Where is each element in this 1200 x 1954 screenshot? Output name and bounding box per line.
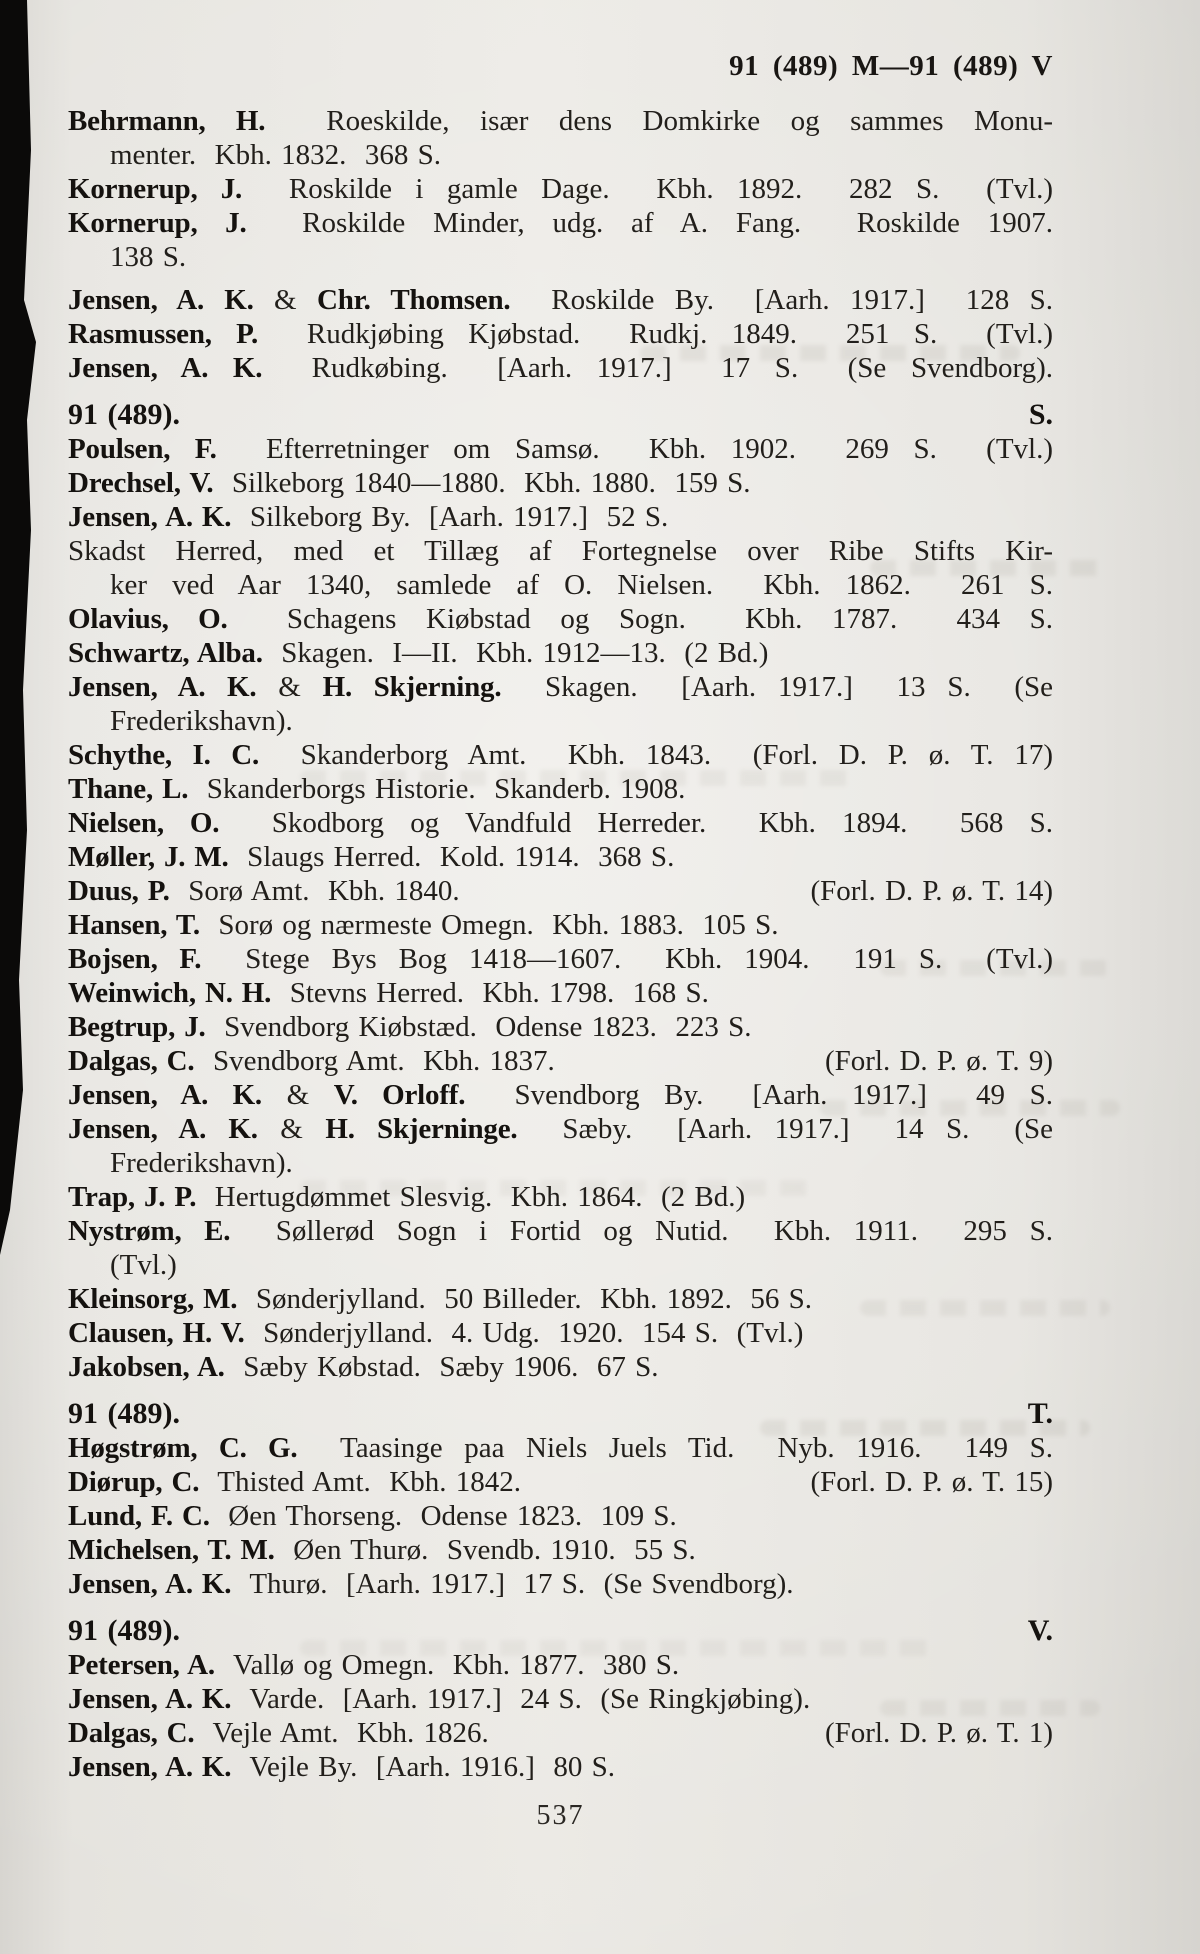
entry-fragment: Thurø. [Aarh. 1917.] 17 S. (Se Svendborg). (231, 1568, 794, 1600)
entry-line (68, 283, 1053, 317)
entry-line (68, 1010, 1053, 1044)
entry-fragment: Roeskilde, især dens Domkirke og sammes Monu- (265, 105, 1053, 137)
author-name: Hansen, T. (68, 909, 200, 941)
author-name: Lund, F. C. (68, 1500, 210, 1532)
section-number: 91 (489). (68, 398, 180, 431)
entry-fragment: Vejle By. [Aarh. 1916.] 80 S. (231, 1751, 616, 1783)
entry-line (68, 1078, 1053, 1112)
entry-fragment: Sønderjylland. 50 Billeder. Kbh. 1892. 56 S. (237, 1283, 812, 1315)
entry-fragment: Svendborg Amt. Kbh. 1837. (194, 1045, 555, 1077)
entry-text (110, 1147, 293, 1179)
entry-fragment: (Tvl.) (110, 1249, 177, 1281)
entry-text (68, 1500, 677, 1532)
series-reference: (Forl. D. P. ø. T. 15) (810, 1466, 1053, 1498)
entry-line (68, 1214, 1053, 1248)
entry-fragment: Sønderjylland. 4. Udg. 1920. 154 S. (Tvl.) (244, 1317, 804, 1349)
entry-line (68, 1180, 1053, 1214)
entry-line (68, 432, 1053, 466)
entry-line (68, 1750, 1053, 1784)
author-name: H. Skjerning. (322, 671, 502, 703)
section-heading (68, 398, 1053, 432)
entry-fragment: Søllerød Sogn i Fortid og Nutid. Kbh. 1911. 295 S. (230, 1215, 1053, 1247)
entry-line (68, 317, 1053, 351)
author-name: Jensen, A. K. (68, 1683, 232, 1715)
entry-line (68, 500, 1053, 534)
entry-text (110, 1249, 177, 1281)
entry-continuation-line (68, 704, 1053, 738)
entry-fragment: Silkeborg 1840—1880. Kbh. 1880. 159 S. (213, 467, 751, 499)
author-name: H. Skjerninge. (325, 1113, 518, 1145)
entry-line (68, 1567, 1053, 1601)
entry-continuation-line (68, 1248, 1053, 1282)
entry-line (68, 670, 1053, 704)
entry-line (68, 1112, 1053, 1146)
entry-fragment: Rudkjøbing Kjøbstad. Rudkj. 1849. 251 S. (Tvl.) (258, 318, 1053, 350)
entry-fragment: Sorø Amt. Kbh. 1840. (169, 875, 460, 907)
entry-fragment: Roskilde i gamle Dage. Kbh. 1892. 282 S. (Tvl.) (242, 173, 1053, 205)
entry-text (68, 807, 1053, 839)
entry-fragment: & (257, 1113, 326, 1145)
entry-fragment: Svendborg Kiøbstæd. Odense 1823. 223 S. (205, 1011, 752, 1043)
author-name: Chr. Thomsen. (316, 284, 511, 316)
section-letter: V. (1027, 1614, 1053, 1647)
entry-line (68, 206, 1053, 240)
entry-text (68, 1044, 555, 1078)
entry-text (68, 1716, 489, 1750)
section-heading (68, 1614, 1053, 1648)
entry-fragment: 138 S. (110, 241, 187, 273)
entry-text (68, 1432, 1053, 1464)
author-name: Petersen, A. (68, 1649, 215, 1681)
author-name: Bojsen, F. (68, 943, 202, 975)
entry-fragment: menter. Kbh. 1832. 368 S. (110, 139, 441, 171)
entry-line (68, 1533, 1053, 1567)
entry-text (68, 603, 1053, 635)
entry-text (68, 207, 1053, 239)
entry-continuation-line (68, 1146, 1053, 1180)
entry-fragment: ker ved Aar 1340, samlede af O. Nielsen. Kbh. 1862. 261 S. (110, 569, 1053, 601)
entry-fragment: Skodborg og Vandfuld Herreder. Kbh. 1894. 568 S. (219, 807, 1053, 839)
entry-line (68, 1682, 1053, 1716)
author-name: Jensen, A. K. (68, 284, 254, 316)
author-name: Duus, P. (68, 875, 170, 907)
entry-text (68, 173, 1053, 205)
entry-fragment: Frederikshavn). (110, 705, 293, 737)
author-name: Kornerup, J. (68, 173, 243, 205)
entry-text (68, 1683, 810, 1715)
entry-text (68, 1649, 679, 1681)
entry-line (68, 1316, 1053, 1350)
entry-line (68, 1350, 1053, 1384)
entry-line (68, 874, 1053, 908)
entry-text (68, 501, 668, 533)
author-name: Møller, J. M. (68, 841, 229, 873)
entry-line (68, 1648, 1053, 1682)
entry-text (68, 318, 1053, 350)
entry-text (68, 671, 1053, 703)
running-head: 91 (489) M—91 (489) V (729, 50, 1053, 82)
entry-text (68, 105, 1053, 137)
section-number: 91 (489). (68, 1614, 180, 1647)
author-name: Jensen, A. K. (68, 671, 257, 703)
author-name: Schwartz, Alba. (68, 637, 263, 669)
entry-fragment: Slaugs Herred. Kold. 1914. 368 S. (228, 841, 675, 873)
entry-line (68, 602, 1053, 636)
section-heading (68, 1397, 1053, 1431)
author-name: Jensen, A. K. (68, 352, 263, 384)
scan-gutter-shadow (0, 0, 60, 1300)
entry-text (68, 637, 768, 669)
entry-line (68, 1465, 1053, 1499)
entry-text (68, 352, 1053, 384)
entry-fragment: Efterretninger om Samsø. Kbh. 1902. 269 S. (Tvl.) (216, 433, 1054, 465)
entry-fragment: Rudkøbing. [Aarh. 1917.] 17 S. (Se Svendborg). (262, 352, 1053, 384)
entry-fragment: Øen Thorseng. Odense 1823. 109 S. (209, 1500, 677, 1532)
author-name: Michelsen, T. M. (68, 1534, 275, 1566)
page-number: 537 (536, 1800, 585, 1831)
author-name: Kornerup, J. (68, 207, 247, 239)
entry-fragment: Svendborg By. [Aarh. 1917.] 49 S. (465, 1079, 1054, 1111)
entry-fragment: Vejle Amt. Kbh. 1826. (194, 1717, 489, 1749)
entry-line (68, 1044, 1053, 1078)
entry-line (68, 466, 1053, 500)
entry-line (68, 1431, 1053, 1465)
author-name: Jensen, A. K. (68, 1113, 258, 1145)
entry-text (68, 1351, 658, 1383)
entry-fragment: Stevns Herred. Kbh. 1798. 168 S. (271, 977, 709, 1009)
entry-fragment: Varde. [Aarh. 1917.] 24 S. (Se Ringkjøbing). (231, 1683, 811, 1715)
author-name: V. Orloff. (333, 1079, 466, 1111)
author-name: Rasmussen, P. (68, 318, 258, 350)
entry-fragment: & (253, 284, 317, 316)
entry-text (68, 467, 751, 499)
entry-line (68, 908, 1053, 942)
series-reference: (Forl. D. P. ø. T. 1) (824, 1717, 1053, 1749)
entry-text (68, 1465, 521, 1499)
author-name: Olavius, O. (68, 603, 228, 635)
author-name: Diørup, C. (68, 1466, 200, 1498)
entry-fragment: Sæby Købstad. Sæby 1906. 67 S. (224, 1351, 659, 1383)
author-name: Begtrup, J. (68, 1011, 206, 1043)
entry-text (68, 535, 1053, 567)
author-name: Schythe, I. C. (68, 739, 260, 771)
entry-text (68, 943, 1053, 975)
entry-text (68, 1113, 1053, 1145)
entry-fragment: Hertugdømmet Slesvig. Kbh. 1864. (2 Bd.) (196, 1181, 746, 1213)
entry-text (68, 1181, 745, 1213)
entry-fragment: & (262, 1079, 334, 1111)
entry-fragment: Skagen. I—II. Kbh. 1912—13. (2 Bd.) (262, 637, 769, 669)
entry-text (68, 1283, 812, 1315)
entry-line (68, 104, 1053, 138)
entry-text (68, 1215, 1053, 1247)
series-reference: (Forl. D. P. ø. T. 14) (810, 875, 1053, 907)
series-reference: (Forl. D. P. ø. T. 9) (824, 1045, 1053, 1077)
entry-text (68, 977, 709, 1009)
author-name: Jensen, A. K. (68, 501, 232, 533)
entry-fragment: Stege Bys Bog 1418—1607. Kbh. 1904. 191 S. (Tvl.) (201, 943, 1053, 975)
entry-text (68, 1751, 615, 1783)
section-number: 91 (489). (68, 1397, 180, 1430)
entry-line (68, 636, 1053, 670)
entry-fragment: & (256, 671, 323, 703)
entry-text (68, 909, 779, 941)
entry-continuation-line (68, 240, 1053, 274)
entry-continuation-line (68, 138, 1053, 172)
author-name: Jensen, A. K. (68, 1751, 232, 1783)
author-name: Thane, L. (68, 773, 189, 805)
entry-line (68, 1282, 1053, 1316)
entry-fragment: Roskilde Minder, udg. af A. Fang. Roskilde 1907. (246, 207, 1053, 239)
entry-line (68, 840, 1053, 874)
entry-text (68, 433, 1053, 465)
author-name: Clausen, H. V. (68, 1317, 245, 1349)
entry-continuation-line (68, 568, 1053, 602)
author-name: Kleinsorg, M. (68, 1283, 238, 1315)
entry-text (110, 241, 186, 273)
entry-fragment: Skagen. [Aarh. 1917.] 13 S. (Se (501, 671, 1053, 703)
entry-text (68, 284, 1053, 316)
entry-fragment: Taasinge paa Niels Juels Tid. Nyb. 1916. 149 S. (297, 1432, 1053, 1464)
author-name: Jensen, A. K. (68, 1079, 262, 1111)
entry-text (68, 1011, 751, 1043)
entry-text (68, 874, 460, 908)
author-name: Jensen, A. K. (68, 1568, 232, 1600)
entry-fragment: Roskilde By. [Aarh. 1917.] 128 S. (510, 284, 1053, 316)
entry-fragment: Vallø og Omegn. Kbh. 1877. 380 S. (214, 1649, 680, 1681)
entry-text (110, 569, 1053, 601)
author-name: Dalgas, C. (68, 1045, 195, 1077)
author-name: Behrmann, H. (68, 105, 266, 137)
entry-text (110, 139, 441, 171)
author-name: Nystrøm, E. (68, 1215, 231, 1247)
section-letter: T. (1027, 1397, 1053, 1430)
section-letter: S. (1028, 398, 1053, 431)
author-name: Trap, J. P. (68, 1181, 197, 1213)
entry-text (110, 705, 293, 737)
entry-line (68, 806, 1053, 840)
entry-fragment: Silkeborg By. [Aarh. 1917.] 52 S. (231, 501, 669, 533)
entry-text (68, 1079, 1053, 1111)
entry-fragment: Skanderborg Amt. Kbh. 1843. (Forl. D. P. ø. T. 17) (259, 739, 1053, 771)
author-name: Jakobsen, A. (68, 1351, 225, 1383)
entry-fragment: Sorø og nærmeste Omegn. Kbh. 1883. 105 S. (199, 909, 779, 941)
entry-line (68, 534, 1053, 568)
entry-text (68, 841, 674, 873)
entry-line (68, 1499, 1053, 1533)
entry-line (68, 738, 1053, 772)
entry-line (68, 351, 1053, 385)
entry-line (68, 772, 1053, 806)
entry-text (68, 1568, 794, 1600)
entry-text (68, 1534, 696, 1566)
author-name: Weinwich, N. H. (68, 977, 272, 1009)
entry-fragment: Skadst Herred, med et Tillæg af Fortegnelse over Ribe Stifts Kir- (68, 535, 1053, 567)
entry-fragment: Thisted Amt. Kbh. 1842. (199, 1466, 521, 1498)
entry-line (68, 942, 1053, 976)
entry-fragment: Skanderborgs Historie. Skanderb. 1908. (188, 773, 686, 805)
entry-line (68, 1716, 1053, 1750)
entry-fragment: Frederikshavn). (110, 1147, 293, 1179)
author-name: Høgstrøm, C. G. (68, 1432, 298, 1464)
author-name: Poulsen, F. (68, 433, 217, 465)
entry-text (68, 1317, 803, 1349)
author-name: Drechsel, V. (68, 467, 214, 499)
entry-text (68, 739, 1053, 771)
author-name: Nielsen, O. (68, 807, 220, 839)
entry-list (68, 104, 1053, 1784)
entry-line (68, 172, 1053, 206)
entry-fragment: Sæby. [Aarh. 1917.] 14 S. (Se (517, 1113, 1053, 1145)
entry-line (68, 976, 1053, 1010)
entry-text (68, 773, 685, 805)
entry-fragment: Schagens Kiøbstad og Sogn. Kbh. 1787. 434 S. (227, 603, 1053, 635)
entry-fragment: Øen Thurø. Svendb. 1910. 55 S. (274, 1534, 696, 1566)
author-name: Dalgas, C. (68, 1717, 195, 1749)
